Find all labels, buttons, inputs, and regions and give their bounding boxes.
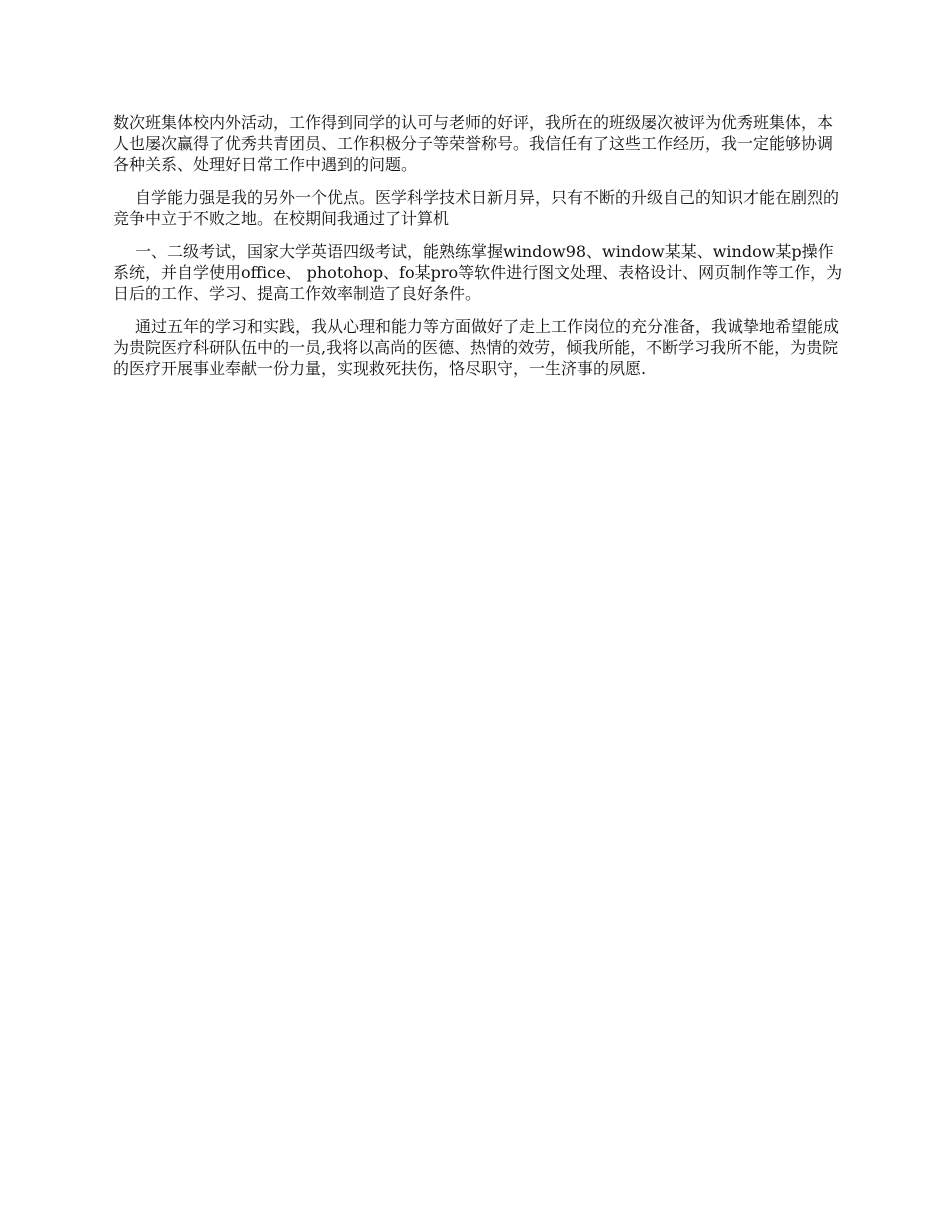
paragraph-4: 通过五年的学习和实践，我从心理和能力等方面做好了走上工作岗位的充分准备，我诚挚地希望能成为贵院医疗科研队伍中的一员,我将以高尚的医德、热情的效劳，倾我所能，不断学习我所不能，为贵院的医疗开展事业奉献一份力量，实现救死扶伤，恪尽职守，一生济事的夙愿.: [113, 317, 840, 378]
document-body: [113, 112, 843, 391]
paragraph-1: 数次班集体校内外活动，工作得到同学的认可与老师的好评，我所在的班级屡次被评为优秀班集体，本人也屡次赢得了优秀共青团员、工作积极分子等荣誉称号。我信任有了这些工作经历，我一定能够协调各种关系、处理好日常工作中遇到的问题。: [113, 113, 834, 174]
paragraph-2: 自学能力强是我的另外一个优点。医学科学技术日新月异，只有不断的升级自己的知识才能在剧烈的竞争中立于不败之地。在校期间我通过了计算机: [113, 188, 840, 228]
paragraph-3: 一、二级考试，国家大学英语四级考试，能熟练掌握window98、window某某、window某p操作系统，并自学使用office、 photohop、fo某pro等软件进行图文处理、表格设计、网页制作等工作，为日后的工作、学习、提高工作效率制造了良好条件。: [113, 242, 843, 303]
